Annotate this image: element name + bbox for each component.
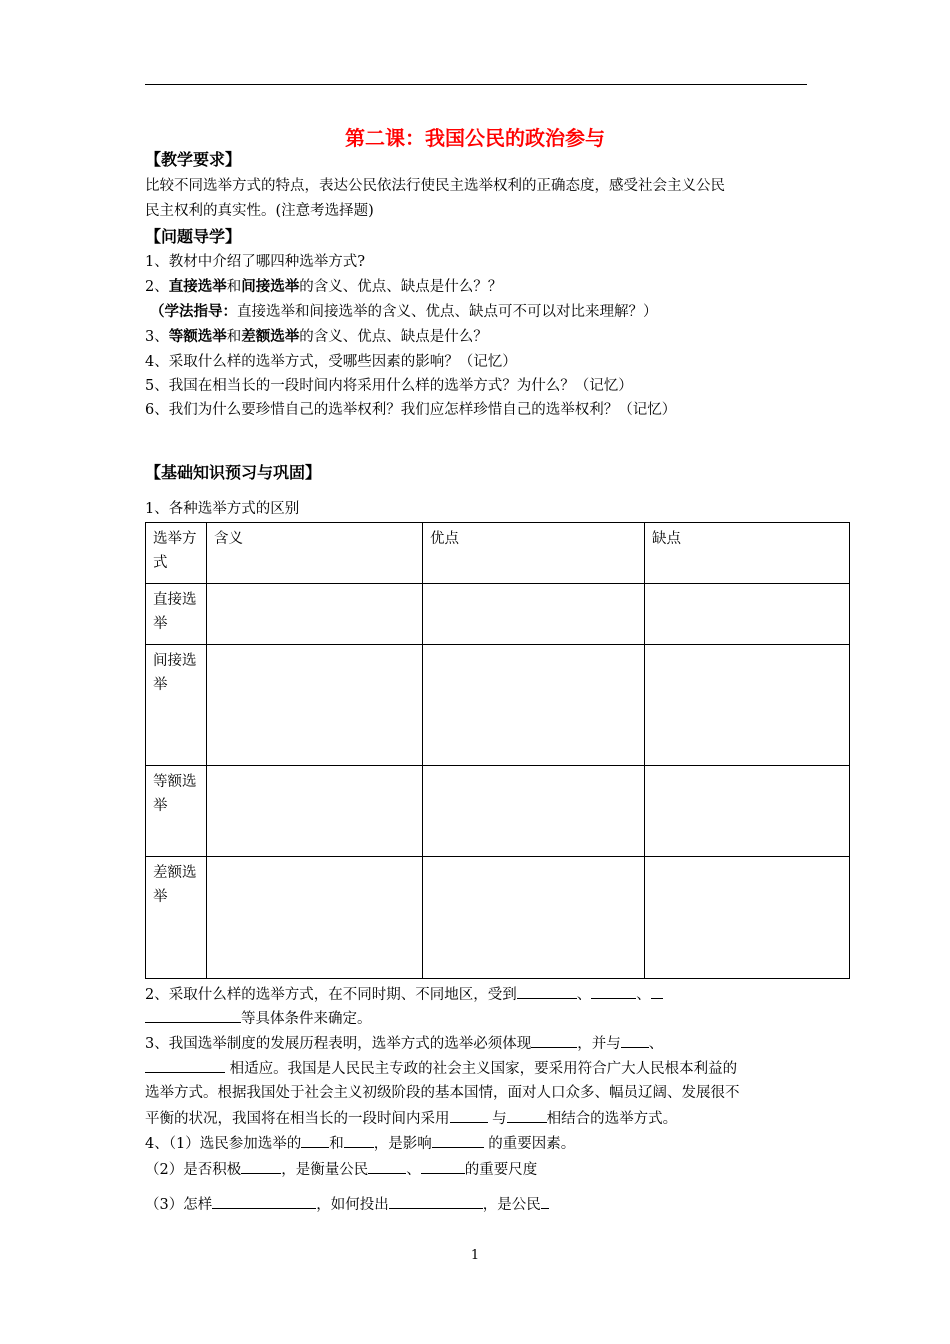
paragraph-3-line-2: 相适应。我国是人民民主专政的社会主义国家，要采用符合广大人民根本利益的	[145, 1058, 737, 1079]
paragraph-4-line-1: 4、（1）选民参加选举的 和 ，是影响 的重要因素。	[145, 1133, 575, 1154]
row-label: 差额选举	[146, 857, 207, 979]
table-row	[146, 766, 850, 857]
fill-blank	[517, 984, 577, 999]
fill-blank	[368, 1159, 406, 1174]
paragraph-4-line-2: （2）是否积极 ，是衡量公民 、 的重要尺度	[145, 1159, 537, 1180]
table-header-cell: 优点	[423, 523, 645, 584]
lesson-title: 第二课：我国公民的政治参与	[345, 126, 605, 150]
question-3: 3、等额选举和差额选举的含义、优点、缺点是什么？	[145, 329, 488, 345]
answer-cell	[423, 645, 645, 766]
fill-blank	[344, 1133, 374, 1148]
fill-blank	[241, 1159, 281, 1174]
table-row	[146, 857, 850, 979]
table-header-cell: 缺点	[645, 523, 850, 584]
fill-blank	[507, 1108, 547, 1123]
fill-blank	[389, 1194, 483, 1209]
answer-cell	[423, 857, 645, 979]
table-row	[146, 645, 850, 766]
answer-cell	[207, 857, 423, 979]
page-number: 1	[470, 1248, 480, 1263]
study-tip: （学法指导：直接选举和间接选举的含义、优点、缺点可不可以对比来理解？）	[150, 304, 658, 320]
fill-blank	[651, 984, 663, 999]
answer-cell	[207, 584, 423, 645]
question-2: 2、直接选举和间接选举的含义、优点、缺点是什么？？	[145, 279, 503, 295]
answer-cell	[645, 645, 850, 766]
fill-blank	[591, 984, 636, 999]
question-1: 1、教材中介绍了哪四种选举方式?	[145, 254, 365, 270]
row-label: 直接选举	[146, 584, 207, 645]
fill-blank	[145, 1008, 241, 1023]
row-label: 间接选举	[146, 645, 207, 766]
paragraph-2-line-2: 等具体条件来确定。	[145, 1008, 372, 1029]
row-label: 等额选举	[146, 766, 207, 857]
requirements-line-2: 民主权利的真实性。(注意考选择题)	[145, 203, 374, 219]
answer-cell	[207, 766, 423, 857]
teaching-requirements-heading: 【教学要求】	[145, 150, 242, 169]
fill-blank	[621, 1033, 649, 1048]
paragraph-3-line-4: 平衡的状况，我国将在相当长的一段时间内采用 与 相结合的选举方式。	[145, 1108, 677, 1129]
paragraph-2-line-1: 2、采取什么样的选举方式，在不同时期、不同地区，受到 、 、	[145, 984, 663, 1005]
election-methods-table	[145, 522, 850, 979]
answer-cell	[645, 766, 850, 857]
question-6: 6、我们为什么要珍惜自己的选举权利？我们应怎样珍惜自己的选举权利？（记忆）	[145, 402, 677, 418]
table-header-cell: 含义	[207, 523, 423, 584]
header-rule	[145, 84, 807, 85]
fill-blank	[145, 1058, 225, 1073]
answer-cell	[423, 766, 645, 857]
answer-cell	[645, 584, 850, 645]
question-5: 5、我国在相当长的一段时间内将采用什么样的选举方式？为什么？（记忆）	[145, 378, 633, 394]
fill-blank	[450, 1108, 488, 1123]
fill-blank	[212, 1194, 316, 1209]
fill-blank	[301, 1133, 329, 1148]
table-row	[146, 584, 850, 645]
table-caption: 1、各种选举方式的区别	[145, 501, 300, 517]
requirements-line-1: 比较不同选举方式的特点，表达公民依法行使民主选举权利的正确态度，感受社会主义公民	[145, 178, 725, 194]
paragraph-3-line-1: 3、我国选举制度的发展历程表明，选举方式的选举必须体现 ，并与 、	[145, 1033, 663, 1054]
question-4: 4、采取什么样的选举方式，受哪些因素的影响？（记忆）	[145, 354, 517, 370]
fill-blank	[541, 1194, 549, 1209]
paragraph-4-line-3: （3）怎样 ，如何投出 ，是公民	[145, 1194, 549, 1215]
table-header-row	[146, 523, 850, 584]
paragraph-3-line-3: 选举方式。根据我国处于社会主义初级阶段的基本国情，面对人口众多、幅员辽阔、发展很不	[145, 1085, 740, 1101]
fill-blank	[432, 1133, 484, 1148]
question-guide-heading: 【问题导学】	[145, 227, 242, 246]
answer-cell	[207, 645, 423, 766]
fill-blank	[421, 1159, 465, 1174]
answer-cell	[645, 857, 850, 979]
answer-cell	[423, 584, 645, 645]
basic-knowledge-heading: 【基础知识预习与巩固】	[145, 463, 322, 482]
table-header-cell: 选举方式	[146, 523, 207, 584]
fill-blank	[531, 1033, 577, 1048]
